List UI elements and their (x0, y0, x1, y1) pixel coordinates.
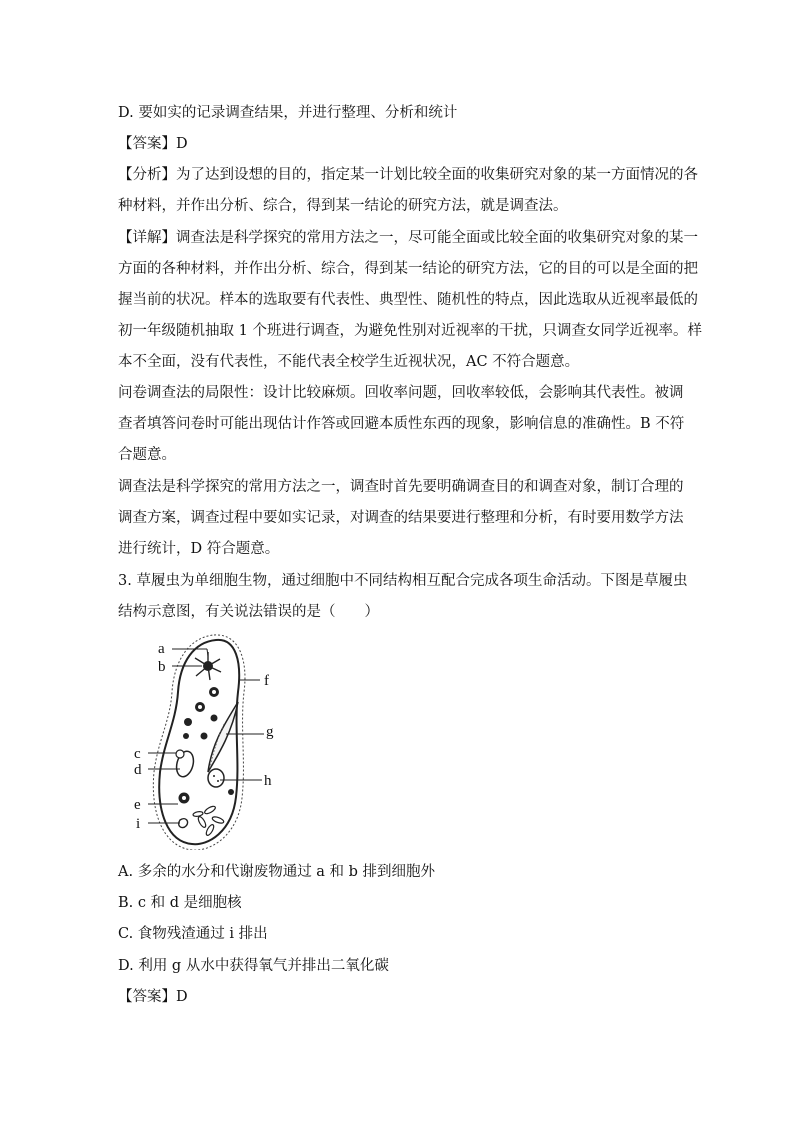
questionnaire-line: 问卷调查法的局限性：设计比较麻烦。回收率问题，回收率较低，会影响其代表性。被调 (118, 385, 684, 401)
label-g: g (266, 724, 274, 740)
oral-groove (208, 702, 238, 772)
label-b: b (158, 659, 166, 675)
option-b: B. c 和 d 是细胞核 (118, 895, 242, 911)
detail-line: 本不全面，没有代表性，不能代表全校学生近视状况，AC 不符合题意。 (118, 354, 580, 370)
detail-line: 握当前的状况。样本的选取要有代表性、典型性、随机性的特点，因此选取从近视率最低的 (118, 292, 698, 308)
answer-2: 【答案】D (118, 989, 188, 1005)
label-d: d (134, 762, 142, 778)
detail-line: 【详解】调查法是科学探究的常用方法之一，尽可能全面或比较全面的收集研究对象的某一 (118, 230, 698, 246)
questionnaire-line: 合题意。 (118, 447, 176, 463)
questionnaire-line: 查者填答问卷时可能出现估计作答或回避本质性东西的现象，影响信息的准确性。B 不符 (118, 416, 685, 432)
question-3-line: 结构示意图，有关说法错误的是（ ） (118, 604, 379, 620)
label-e: e (134, 797, 141, 813)
label-f: f (264, 673, 269, 689)
label-h: h (264, 773, 272, 789)
survey-line: 调查法是科学探究的常用方法之一，调查时首先要明确调查目的和调查对象，制订合理的 (118, 479, 684, 495)
analysis-line: 【分析】为了达到设想的目的，指定某一计划比较全面的收集研究对象的某一方面情况的各 (118, 167, 698, 183)
survey-line: 调查方案，调查过程中要如实记录，对调查的结果要进行整理和分析，有时要用数学方法 (118, 510, 684, 526)
question-3-line: 3. 草履虫为单细胞生物，通过细胞中不同结构相互配合完成各项生命活动。下图是草履虫 (118, 573, 688, 589)
detail-line: 方面的各种材料，并作出分析、综合，得到某一结论的研究方法，它的目的可以是全面的把 (118, 261, 698, 277)
micronucleus (176, 750, 184, 758)
label-a: a (158, 641, 165, 657)
answer-1: 【答案】D (118, 136, 188, 152)
option-c: C. 食物残渣通过 i 排出 (118, 926, 268, 942)
paramecium-diagram (128, 632, 288, 850)
prev-option-d: D. 要如实的记录调查结果，并进行整理、分析和统计 (118, 105, 458, 121)
option-a: A. 多余的水分和代谢废物通过 a 和 b 排到细胞外 (118, 864, 436, 880)
survey-line: 进行统计，D 符合题意。 (118, 541, 280, 557)
detail-line: 初一年级随机抽取 1 个班进行调查，为避免性别对近视率的干扰，只调查女同学近视率。样 (118, 323, 702, 339)
label-c: c (134, 746, 141, 762)
label-i: i (136, 816, 141, 832)
option-d: D. 利用 g 从水中获得氧气并排出二氧化碳 (118, 958, 389, 974)
analysis-line: 种材料，并作出分析、综合，得到某一结论的研究方法，就是调查法。 (118, 198, 568, 214)
